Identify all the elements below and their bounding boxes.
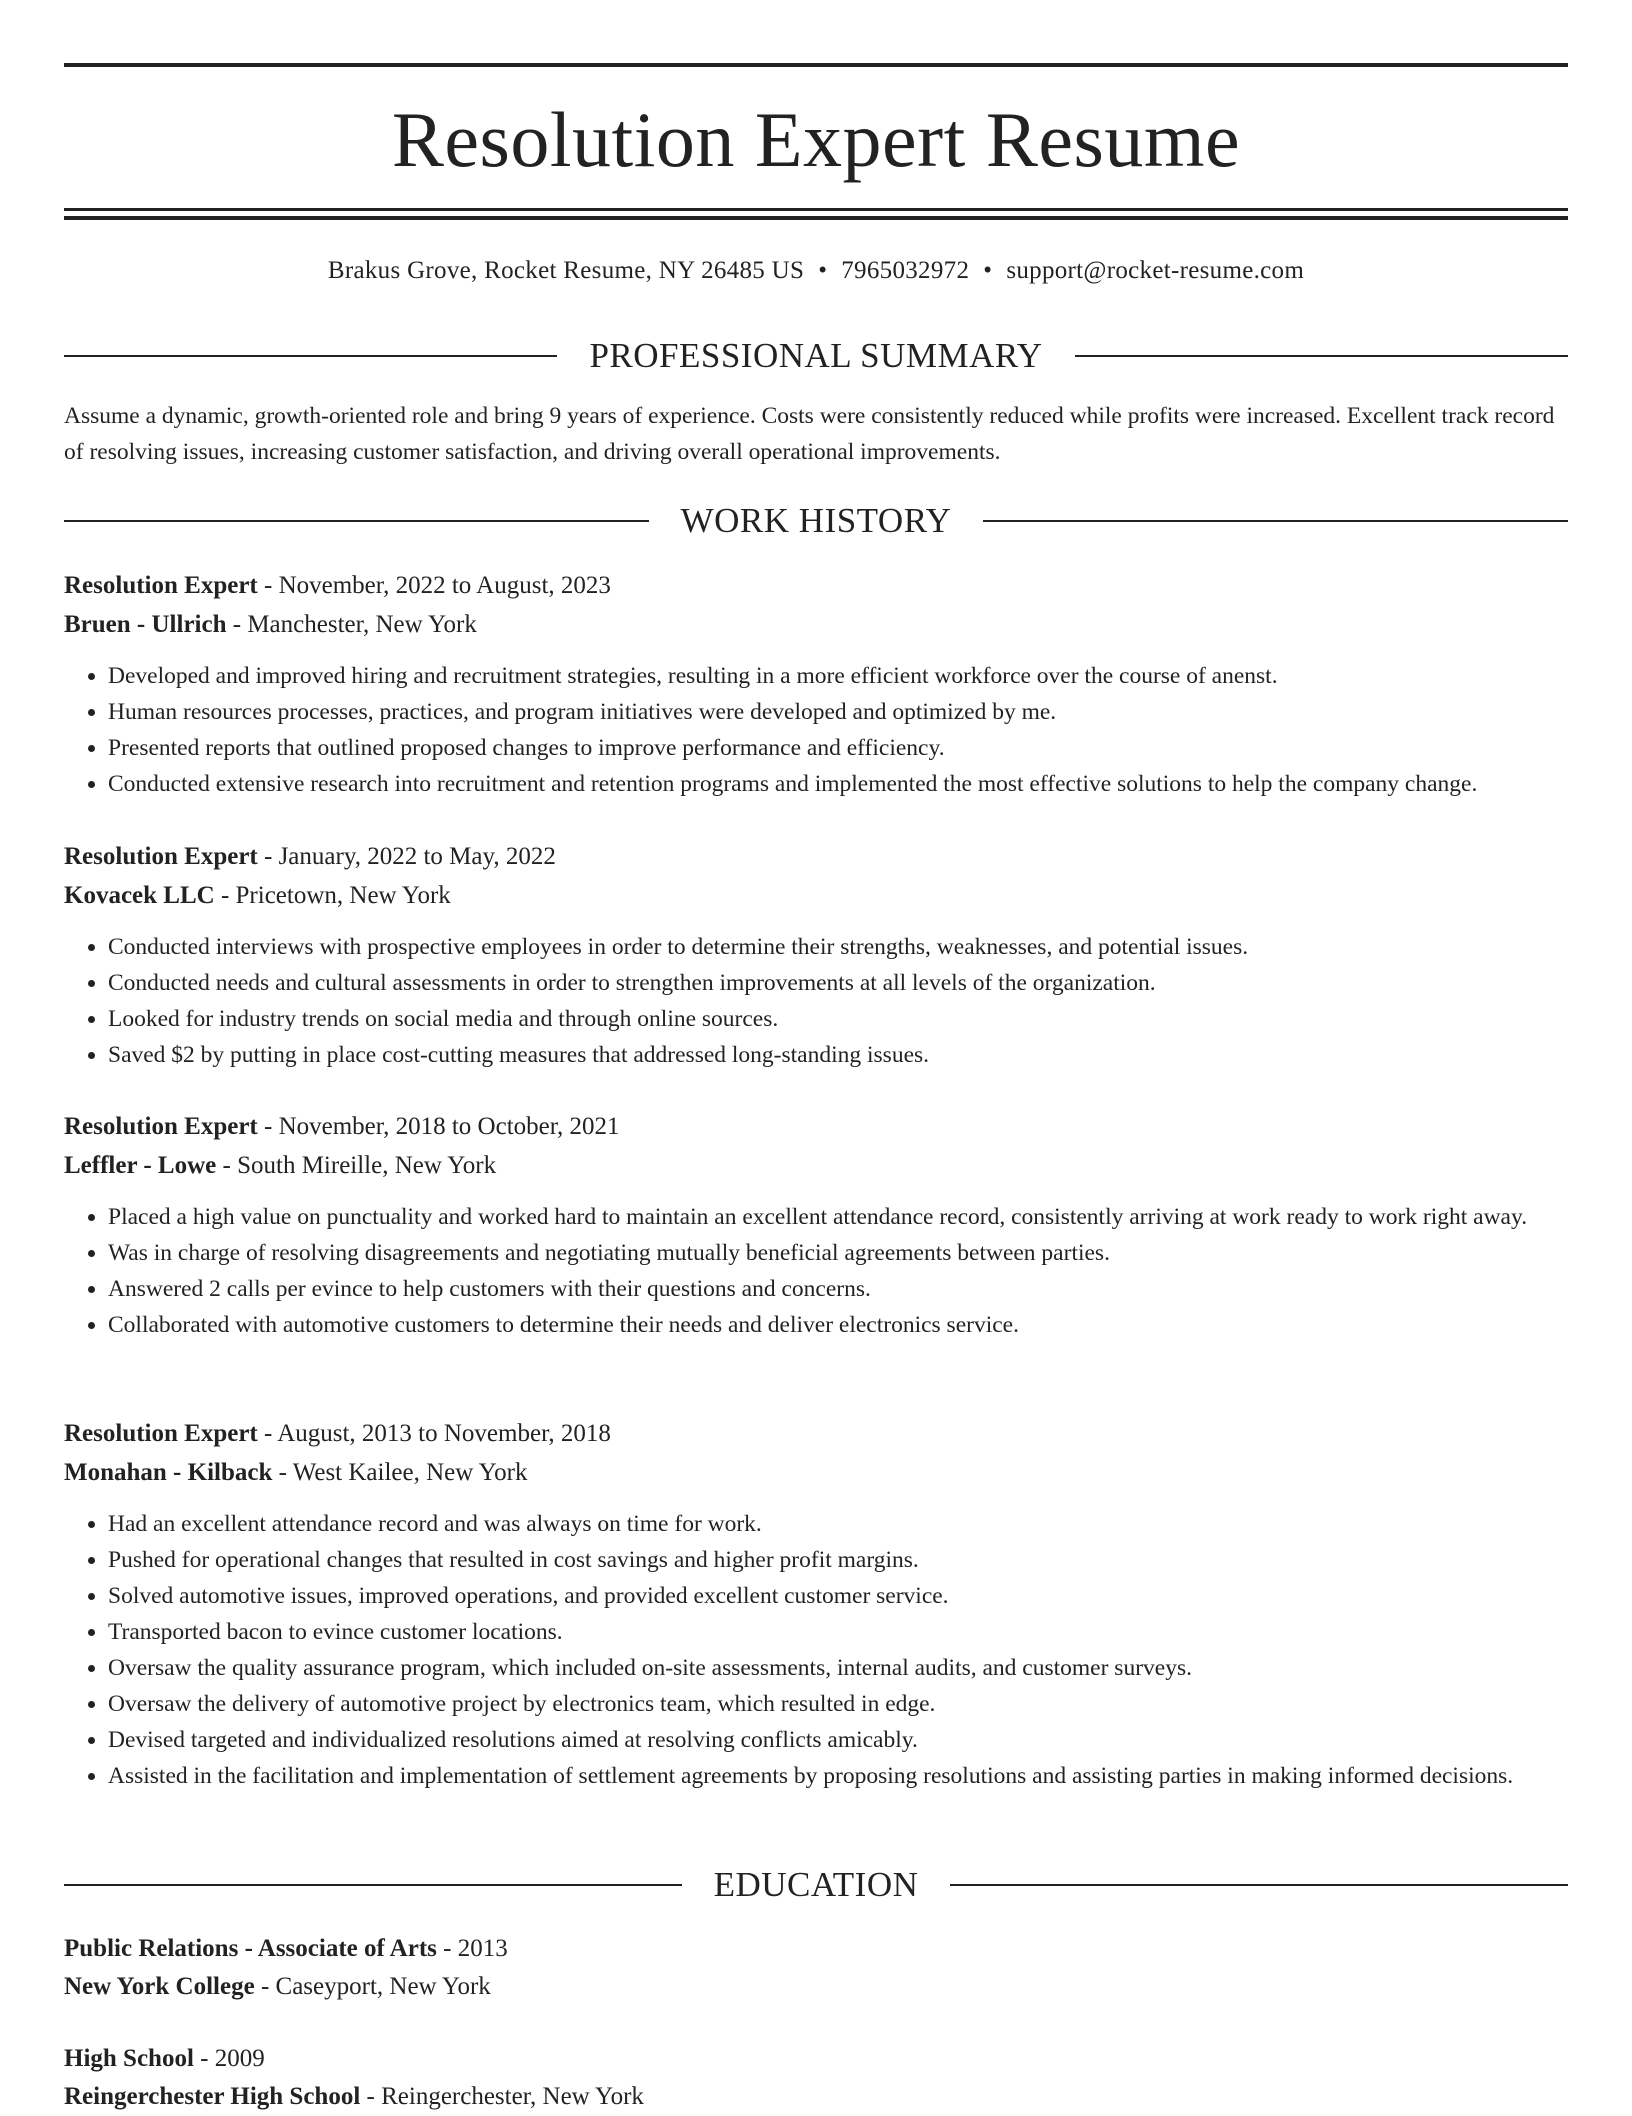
section-heading-summary (64, 334, 1568, 378)
education-entry (64, 2040, 1568, 2116)
job-location: - South Mireille, New York (216, 1152, 497, 1179)
job-entry (64, 566, 1568, 802)
job-bullet: • Pushed for operational changes that resulted in cost savings and higher profit margins. (108, 1542, 1568, 1578)
heading-rule (64, 355, 557, 357)
job-title: Resolution Expert (64, 843, 258, 870)
education-year: - 2009 (193, 2045, 265, 2072)
job-company: Leffler - Lowe (64, 1152, 217, 1179)
job-bullet: • Solved automotive issues, improved operations, and provided excellent customer service. (108, 1578, 1568, 1614)
section-title: EDUCATION (713, 1865, 919, 1904)
top-rule (64, 63, 1568, 67)
job-bullet: • Transported bacon to evince customer locations. (108, 1614, 1568, 1650)
education-location: - Caseyport, New York (254, 1973, 491, 2000)
education-degree: Public Relations - Associate of Arts (64, 1935, 437, 1962)
heading-rule (950, 1884, 1568, 1886)
job-company: Monahan - Kilback (64, 1459, 273, 1486)
job-bullet: • Oversaw the quality assurance program, which included on-site assessments, internal audits, and customer surveys. (108, 1650, 1568, 1686)
heading-rule (64, 520, 649, 522)
job-title: Resolution Expert (64, 1113, 258, 1140)
job-bullet: • Devised targeted and individualized resolutions aimed at resolving conflicts amicably. (108, 1722, 1568, 1758)
job-title-line (64, 1414, 1568, 1453)
job-company: Bruen - Ullrich (64, 611, 227, 638)
contact-email[interactable]: support@rocket-resume.com (1006, 257, 1305, 284)
job-title-line (64, 566, 1568, 605)
job-bullet: • Human resources processes, practices, and program initiatives were developed and optimized by me. (108, 694, 1568, 730)
contact-separator: • (983, 257, 993, 284)
contact-separator: • (818, 257, 828, 284)
job-bullet: • Collaborated with automotive customers to determine their needs and deliver electronics service. (108, 1307, 1568, 1343)
education-year: - 2013 (436, 1935, 508, 1962)
education-school-line (64, 1968, 1568, 2006)
job-bullet: • Saved $2 by putting in place cost-cutting measures that addressed long-standing issues. (108, 1037, 1568, 1073)
job-bullets (64, 1199, 1568, 1343)
job-bullets (64, 1506, 1568, 1794)
education-school-line (64, 2078, 1568, 2116)
heading-rule (64, 1884, 682, 1886)
job-location: - Manchester, New York (226, 611, 477, 638)
job-dates: - January, 2022 to May, 2022 (257, 843, 556, 870)
section-heading-education (64, 1863, 1568, 1907)
education-entry (64, 1930, 1568, 2006)
education-location: - Reingerchester, New York (360, 2083, 644, 2110)
job-location: - West Kailee, New York (272, 1459, 528, 1486)
job-bullet: • Placed a high value on punctuality and worked hard to maintain an excellent attendance record, consistently arriving at work ready to work right away. (108, 1199, 1568, 1235)
section-title: PROFESSIONAL SUMMARY (589, 336, 1043, 375)
job-bullet: • Looked for industry trends on social media and through online sources. (108, 1001, 1568, 1037)
job-bullet: • Was in charge of resolving disagreements and negotiating mutually beneficial agreements between parties. (108, 1235, 1568, 1271)
job-company: Kovacek LLC (64, 882, 215, 909)
job-dates: - November, 2018 to October, 2021 (257, 1113, 620, 1140)
job-title: Resolution Expert (64, 572, 258, 599)
job-bullet: • Conducted needs and cultural assessments in order to strengthen improvements at all levels of the organization. (108, 965, 1568, 1001)
job-bullet: • Assisted in the facilitation and implementation of settlement agreements by proposing resolutions and assisting parties in making informed decisions. (108, 1758, 1568, 1794)
job-title-line (64, 837, 1568, 876)
resume-title: Resolution Expert Resume (391, 96, 1241, 183)
job-company-line (64, 876, 1568, 915)
job-dates: - November, 2022 to August, 2023 (257, 572, 611, 599)
summary-text: Assume a dynamic, growth-oriented role and bring 9 years of experience. Costs were consistently reduced while profits were increased. Excellent track record of resolving issues, increasing customer satisfaction, and driving overall operational improvements. (64, 403, 1555, 465)
job-bullets (64, 929, 1568, 1073)
contact-line (64, 254, 1568, 288)
education-degree-line (64, 1930, 1568, 1968)
heading-rule (983, 520, 1568, 522)
education-school: Reingerchester High School (64, 2083, 361, 2110)
job-company-line (64, 605, 1568, 644)
education-degree: High School (64, 2045, 194, 2072)
section-title: WORK HISTORY (680, 501, 952, 540)
heading-rule (1075, 355, 1568, 357)
job-dates: - August, 2013 to November, 2018 (257, 1420, 611, 1447)
title-double-rule (64, 208, 1568, 220)
job-bullets (64, 658, 1568, 802)
contact-phone: 7965032972 (841, 257, 970, 284)
job-company-line (64, 1146, 1568, 1185)
job-location: - Pricetown, New York (214, 882, 451, 909)
job-bullet: • Presented reports that outlined proposed changes to improve performance and efficiency. (108, 730, 1568, 766)
contact-address: Brakus Grove, Rocket Resume, NY 26485 US (327, 257, 805, 284)
job-entry (64, 1107, 1568, 1343)
job-company-line (64, 1453, 1568, 1492)
job-bullet: • Answered 2 calls per evince to help customers with their questions and concerns. (108, 1271, 1568, 1307)
job-title-line (64, 1107, 1568, 1146)
education-degree-line (64, 2040, 1568, 2078)
job-title: Resolution Expert (64, 1420, 258, 1447)
job-entry (64, 837, 1568, 1073)
job-bullet: • Developed and improved hiring and recruitment strategies, resulting in a more efficient workforce over the course of anenst. (108, 658, 1568, 694)
job-bullet: • Had an excellent attendance record and was always on time for work. (108, 1506, 1568, 1542)
section-heading-work-history (64, 499, 1568, 543)
education-school: New York College (64, 1973, 255, 2000)
job-bullet: • Oversaw the delivery of automotive project by electronics team, which resulted in edge. (108, 1686, 1568, 1722)
job-entry (64, 1414, 1568, 1794)
job-bullet: • Conducted interviews with prospective employees in order to determine their strengths, weaknesses, and potential issues. (108, 929, 1568, 965)
job-bullet: • Conducted extensive research into recruitment and retention programs and implemented the most effective solutions to help the company change. (108, 766, 1568, 802)
